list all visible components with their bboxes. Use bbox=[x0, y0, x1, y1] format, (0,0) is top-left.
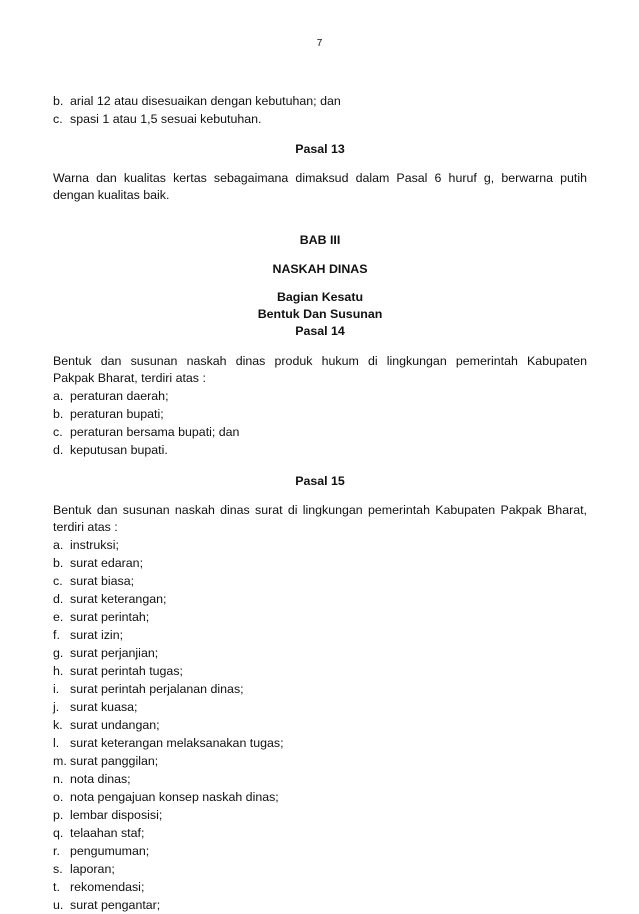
list-item-label: m. bbox=[53, 754, 67, 768]
list-item-text: surat pengantar; bbox=[70, 898, 161, 912]
pasal-13-heading: Pasal 13 bbox=[295, 142, 345, 156]
list-item bbox=[53, 860, 587, 878]
chapter-title: NASKAH DINAS bbox=[272, 262, 368, 276]
list-item-label: k. bbox=[53, 718, 63, 732]
pasal-15-paragraph bbox=[53, 502, 587, 536]
list-item-text: peraturan bupati; bbox=[70, 407, 164, 421]
list-item-text: laporan; bbox=[70, 862, 115, 876]
list-item-text: arial 12 atau disesuaikan dengan kebutuhan; dan bbox=[70, 94, 341, 108]
list-item-text: surat edaran; bbox=[70, 556, 144, 570]
list-item bbox=[53, 536, 587, 554]
document-body bbox=[53, 92, 587, 914]
list-item-text: surat izin; bbox=[70, 628, 124, 642]
list-item bbox=[53, 752, 587, 770]
list-item bbox=[53, 662, 587, 680]
list-item-text: peraturan daerah; bbox=[70, 389, 169, 403]
list-item-text: surat perintah perjalanan dinas; bbox=[70, 682, 244, 696]
list-item bbox=[53, 626, 587, 644]
list-item bbox=[53, 92, 587, 110]
list-item-label: a. bbox=[53, 389, 64, 403]
list-item bbox=[53, 423, 587, 441]
pasal-14-list bbox=[53, 387, 587, 459]
list-item-label: l. bbox=[53, 736, 60, 750]
list-item-label: o. bbox=[53, 790, 64, 804]
list-item bbox=[53, 734, 587, 752]
paragraph-line: Bentuk dan susunan naskah dinas surat di lingkungan pemerintah Kabupaten Pakpak Bharat, bbox=[53, 503, 587, 517]
pasal-14-heading: Pasal 14 bbox=[295, 324, 345, 338]
list-item-text: nota pengajuan konsep naskah dinas; bbox=[70, 790, 279, 804]
list-item bbox=[53, 387, 587, 405]
list-item-text: nota dinas; bbox=[70, 772, 131, 786]
list-item-text: surat kuasa; bbox=[70, 700, 138, 714]
list-item bbox=[53, 608, 587, 626]
list-item-text: telaahan staf; bbox=[70, 826, 145, 840]
intro-list bbox=[53, 92, 587, 128]
list-item bbox=[53, 644, 587, 662]
list-item-label: g. bbox=[53, 646, 64, 660]
list-item-label: t. bbox=[53, 880, 60, 894]
paragraph-line: Warna dan kualitas kertas sebagaimana dimaksud dalam Pasal 6 huruf g, berwarna putih bbox=[53, 171, 587, 185]
list-item-text: surat perintah; bbox=[70, 610, 150, 624]
list-item-text: surat keterangan; bbox=[70, 592, 167, 606]
list-item-text: instruksi; bbox=[70, 538, 119, 552]
list-item-text: surat undangan; bbox=[70, 718, 160, 732]
paragraph-line: dengan kualitas baik. bbox=[53, 188, 170, 202]
list-item-label: c. bbox=[53, 425, 63, 439]
list-item-label: d. bbox=[53, 443, 64, 457]
page-number: 7 bbox=[316, 38, 323, 49]
list-item-text: rekomendasi; bbox=[70, 880, 145, 894]
list-item bbox=[53, 405, 587, 423]
list-item bbox=[53, 896, 587, 914]
list-item bbox=[53, 110, 587, 128]
list-item bbox=[53, 806, 587, 824]
list-item-label: b. bbox=[53, 94, 64, 108]
list-item bbox=[53, 878, 587, 896]
pasal-15-heading: Pasal 15 bbox=[295, 474, 345, 488]
list-item-label: p. bbox=[53, 808, 64, 822]
paragraph-line: Bentuk dan susunan naskah dinas produk hukum di lingkungan pemerintah Kabupaten bbox=[53, 354, 587, 368]
list-item bbox=[53, 572, 587, 590]
list-item bbox=[53, 680, 587, 698]
list-item-label: b. bbox=[53, 556, 64, 570]
list-item-label: j. bbox=[53, 700, 60, 714]
list-item bbox=[53, 698, 587, 716]
paragraph-line: Pakpak Bharat, terdiri atas : bbox=[53, 371, 206, 385]
list-item-label: d. bbox=[53, 592, 64, 606]
list-item-label: f. bbox=[53, 628, 60, 642]
list-item bbox=[53, 824, 587, 842]
section-title: Bentuk Dan Susunan bbox=[257, 307, 383, 321]
list-item-text: lembar disposisi; bbox=[70, 808, 163, 822]
list-item-label: e. bbox=[53, 610, 64, 624]
section-heading: Bagian Kesatu bbox=[276, 290, 364, 304]
list-item-text: surat biasa; bbox=[70, 574, 135, 588]
list-item-label: c. bbox=[53, 112, 63, 126]
list-item-text: keputusan bupati. bbox=[70, 443, 168, 457]
list-item-label: i. bbox=[53, 682, 60, 696]
list-item-label: a. bbox=[53, 538, 64, 552]
pasal-15-list bbox=[53, 536, 587, 914]
list-item-label: b. bbox=[53, 407, 64, 421]
list-item-label: n. bbox=[53, 772, 64, 786]
list-item-text: surat panggilan; bbox=[70, 754, 159, 768]
list-item bbox=[53, 770, 587, 788]
list-item bbox=[53, 716, 587, 734]
list-item-label: s. bbox=[53, 862, 63, 876]
list-item-text: pengumuman; bbox=[70, 844, 150, 858]
list-item bbox=[53, 788, 587, 806]
list-item bbox=[53, 590, 587, 608]
chapter-heading: BAB III bbox=[299, 233, 341, 247]
pasal-14-paragraph bbox=[53, 353, 587, 387]
list-item-text: peraturan bersama bupati; dan bbox=[70, 425, 240, 439]
list-item-label: q. bbox=[53, 826, 64, 840]
list-item bbox=[53, 441, 587, 459]
list-item-label: r. bbox=[53, 844, 60, 858]
list-item-label: h. bbox=[53, 664, 64, 678]
paragraph-line: terdiri atas : bbox=[53, 520, 118, 534]
list-item-label: u. bbox=[53, 898, 64, 912]
list-item-text: spasi 1 atau 1,5 sesuai kebutuhan. bbox=[70, 112, 262, 126]
list-item-text: surat keterangan melaksanakan tugas; bbox=[70, 736, 284, 750]
pasal-13-paragraph bbox=[53, 170, 587, 204]
list-item bbox=[53, 554, 587, 572]
list-item-label: c. bbox=[53, 574, 63, 588]
list-item bbox=[53, 842, 587, 860]
list-item-text: surat perjanjian; bbox=[70, 646, 159, 660]
list-item-text: surat perintah tugas; bbox=[70, 664, 183, 678]
